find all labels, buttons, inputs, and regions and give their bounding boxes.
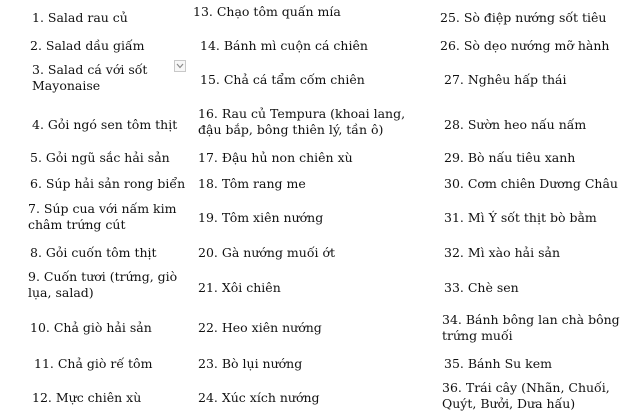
menu-item-36: 36. Trái cây (Nhãn, Chuối, Quýt, Bưởi, Dưa hấu) xyxy=(442,380,610,411)
menu-item-28: 28. Sườn heo nấu nấm xyxy=(444,117,587,132)
menu-item-3: 3. Salad cá với sốt Mayonaise xyxy=(32,62,148,93)
menu-item-25: 25. Sò điệp nướng sốt tiêu xyxy=(440,10,607,25)
menu-item-2: 2. Salad dầu giấm xyxy=(30,38,145,53)
menu-item-30: 30. Cơm chiên Dương Châu xyxy=(444,176,618,191)
menu-item-11: 11. Chả giò rế tôm xyxy=(34,356,153,371)
menu-item-22: 22. Heo xiên nướng xyxy=(198,320,322,335)
menu-item-4: 4. Gỏi ngó sen tôm thịt xyxy=(32,117,178,132)
menu-item-16: 16. Rau củ Tempura (khoai lang, đậu bắp, bông thiên lý, tần ô) xyxy=(198,106,406,137)
menu-item-6: 6. Súp hải sản rong biển xyxy=(30,176,186,191)
menu-item-29: 29. Bò nấu tiêu xanh xyxy=(444,150,576,165)
menu-item-7: 7. Súp cua với nấm kim châm trứng cút xyxy=(28,201,177,232)
chevron-down-icon[interactable] xyxy=(174,60,186,72)
menu-item-27: 27. Nghêu hấp thái xyxy=(444,72,567,87)
menu-item-23: 23. Bò lụi nướng xyxy=(198,356,303,371)
menu-item-33: 33. Chè sen xyxy=(444,280,519,295)
menu-item-35: 35. Bánh Su kem xyxy=(444,356,552,371)
menu-item-12: 12. Mực chiên xù xyxy=(32,390,142,405)
menu-item-24: 24. Xúc xích nướng xyxy=(198,390,320,405)
menu-item-18: 18. Tôm rang me xyxy=(198,176,306,191)
menu-item-32: 32. Mì xào hải sản xyxy=(444,245,561,260)
menu-item-10: 10. Chả giò hải sản xyxy=(30,320,152,335)
menu-item-1: 1. Salad rau củ xyxy=(32,10,128,25)
menu-item-26: 26. Sò dẹo nướng mỡ hành xyxy=(440,38,610,53)
menu-item-34: 34. Bánh bông lan chà bông trứng muối xyxy=(442,312,620,343)
menu-item-21: 21. Xôi chiên xyxy=(198,280,281,295)
menu-item-15: 15. Chả cá tẩm cốm chiên xyxy=(200,72,365,87)
menu-item-14: 14. Bánh mì cuộn cá chiên xyxy=(200,38,368,53)
menu-item-9: 9. Cuốn tươi (trứng, giò lụa, salad) xyxy=(28,269,178,300)
menu-item-8: 8. Gỏi cuốn tôm thịt xyxy=(30,245,157,260)
menu-item-19: 19. Tôm xiên nướng xyxy=(198,210,324,225)
menu-item-13: 13. Chạo tôm quấn mía xyxy=(193,4,341,19)
menu-item-20: 20. Gà nướng muối ớt xyxy=(198,245,335,260)
menu-item-17: 17. Đậu hủ non chiên xù xyxy=(198,150,353,165)
menu-item-5: 5. Gỏi ngũ sắc hải sản xyxy=(30,150,170,165)
menu-item-31: 31. Mì Ý sốt thịt bò bằm xyxy=(444,210,597,225)
